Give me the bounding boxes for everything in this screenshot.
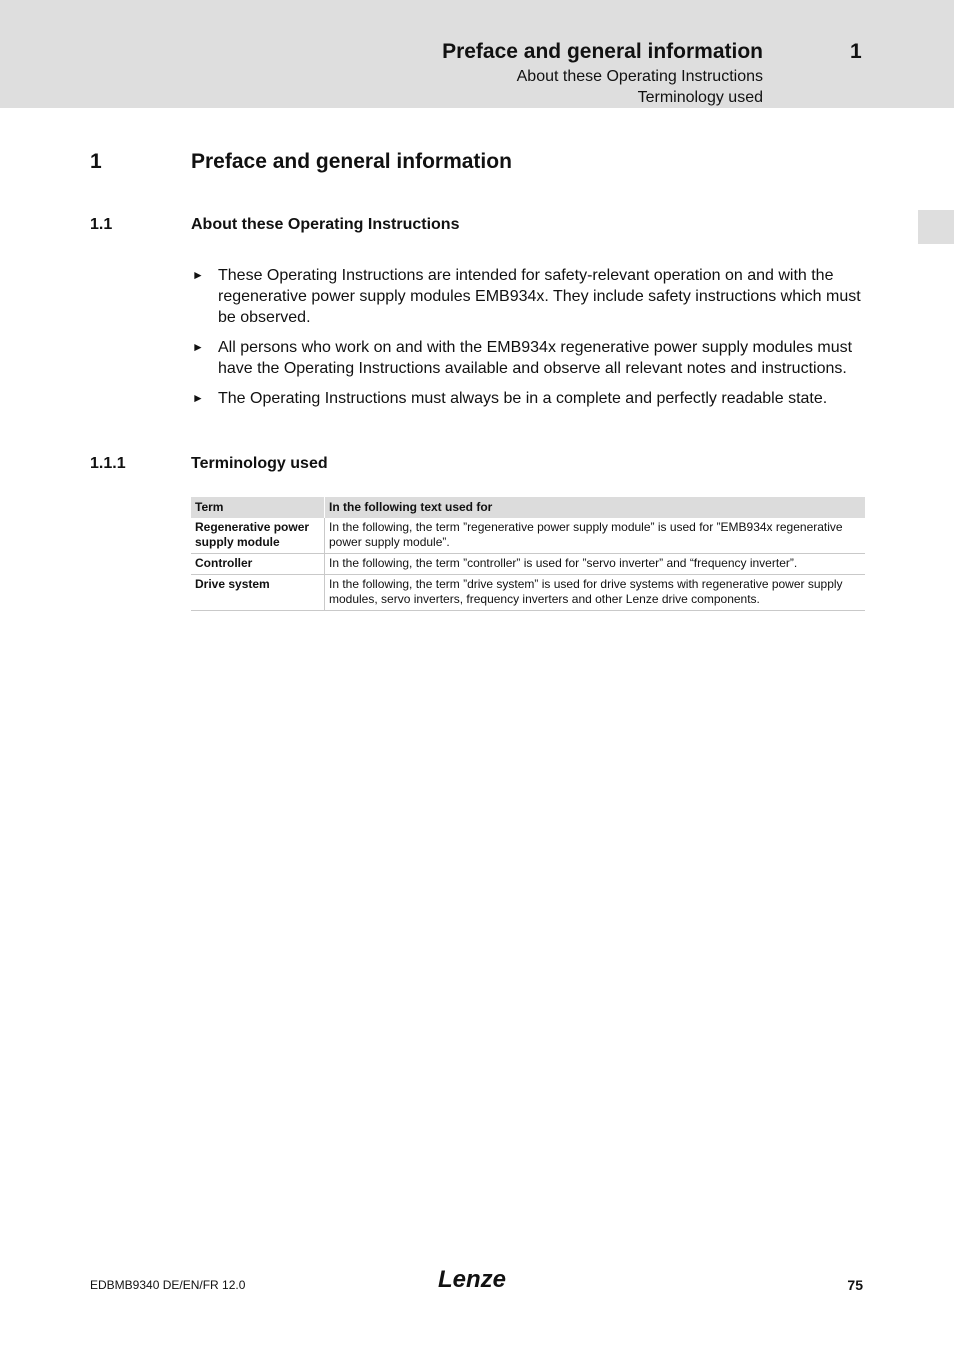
- table-row: [191, 518, 865, 554]
- bullet-arrow-icon: ►: [192, 340, 204, 354]
- description-cell: In the following, the term ”regenerative power supply module” is used for ”EMB934x regenerative power supply module”.: [325, 518, 866, 554]
- header-title: Preface and general information: [442, 40, 763, 63]
- section-title: Preface and general information: [191, 150, 512, 173]
- subsection-number: 1.1: [90, 216, 113, 233]
- chapter-side-tab: [918, 210, 954, 244]
- header-chapter-number: 1: [850, 40, 862, 63]
- subsection-title: About these Operating Instructions: [191, 216, 460, 233]
- document-id: EDBMB9340 DE/EN/FR 12.0: [90, 1278, 246, 1292]
- section-number: 1: [90, 150, 102, 173]
- instruction-bullet-list: [191, 265, 863, 418]
- term-cell: Drive system: [191, 575, 325, 611]
- terminology-table: [191, 497, 865, 611]
- table-header-row: [191, 497, 865, 518]
- term-cell: Regenerative power supply module: [191, 518, 325, 554]
- table-row: [191, 554, 865, 575]
- logo-wordmark: Lenze: [438, 1266, 507, 1293]
- term-cell: Controller: [191, 554, 325, 575]
- bullet-text: The Operating Instructions must always be in a complete and perfectly readable state.: [218, 390, 828, 407]
- bullet-text: All persons who work on and with the EMB934x regenerative power supply modules must have the Operating Instructions available and observe all relevant notes and instructions.: [218, 339, 853, 377]
- description-cell: In the following, the term ”controller” is used for ”servo inverter” and “frequency inverter”.: [325, 554, 866, 575]
- bullet-arrow-icon: ►: [192, 268, 204, 282]
- bullet-arrow-icon: ►: [192, 391, 204, 405]
- page-number: 75: [847, 1277, 863, 1293]
- list-item: [191, 265, 863, 328]
- header-subtitle-section: About these Operating Instructions: [516, 68, 763, 85]
- column-header-usage: In the following text used for: [325, 497, 866, 518]
- header-subtitle-subsection: Terminology used: [637, 89, 763, 106]
- subsubsection-number: 1.1.1: [90, 455, 126, 472]
- description-cell: In the following, the term ”drive system” is used for drive systems with regenerative power supply modules, servo inverters, frequency inverters and other Lenze drive components.: [325, 575, 866, 611]
- list-item: [191, 337, 863, 379]
- column-header-term: Term: [191, 497, 325, 518]
- list-item: [191, 388, 863, 409]
- subsubsection-title: Terminology used: [191, 455, 328, 472]
- table-row: [191, 575, 865, 611]
- bullet-text: These Operating Instructions are intended for safety-relevant operation on and with the regenerative power supply modules EMB934x. They include safety instructions which must be observed.: [218, 267, 861, 326]
- lenze-logo: [436, 1265, 516, 1293]
